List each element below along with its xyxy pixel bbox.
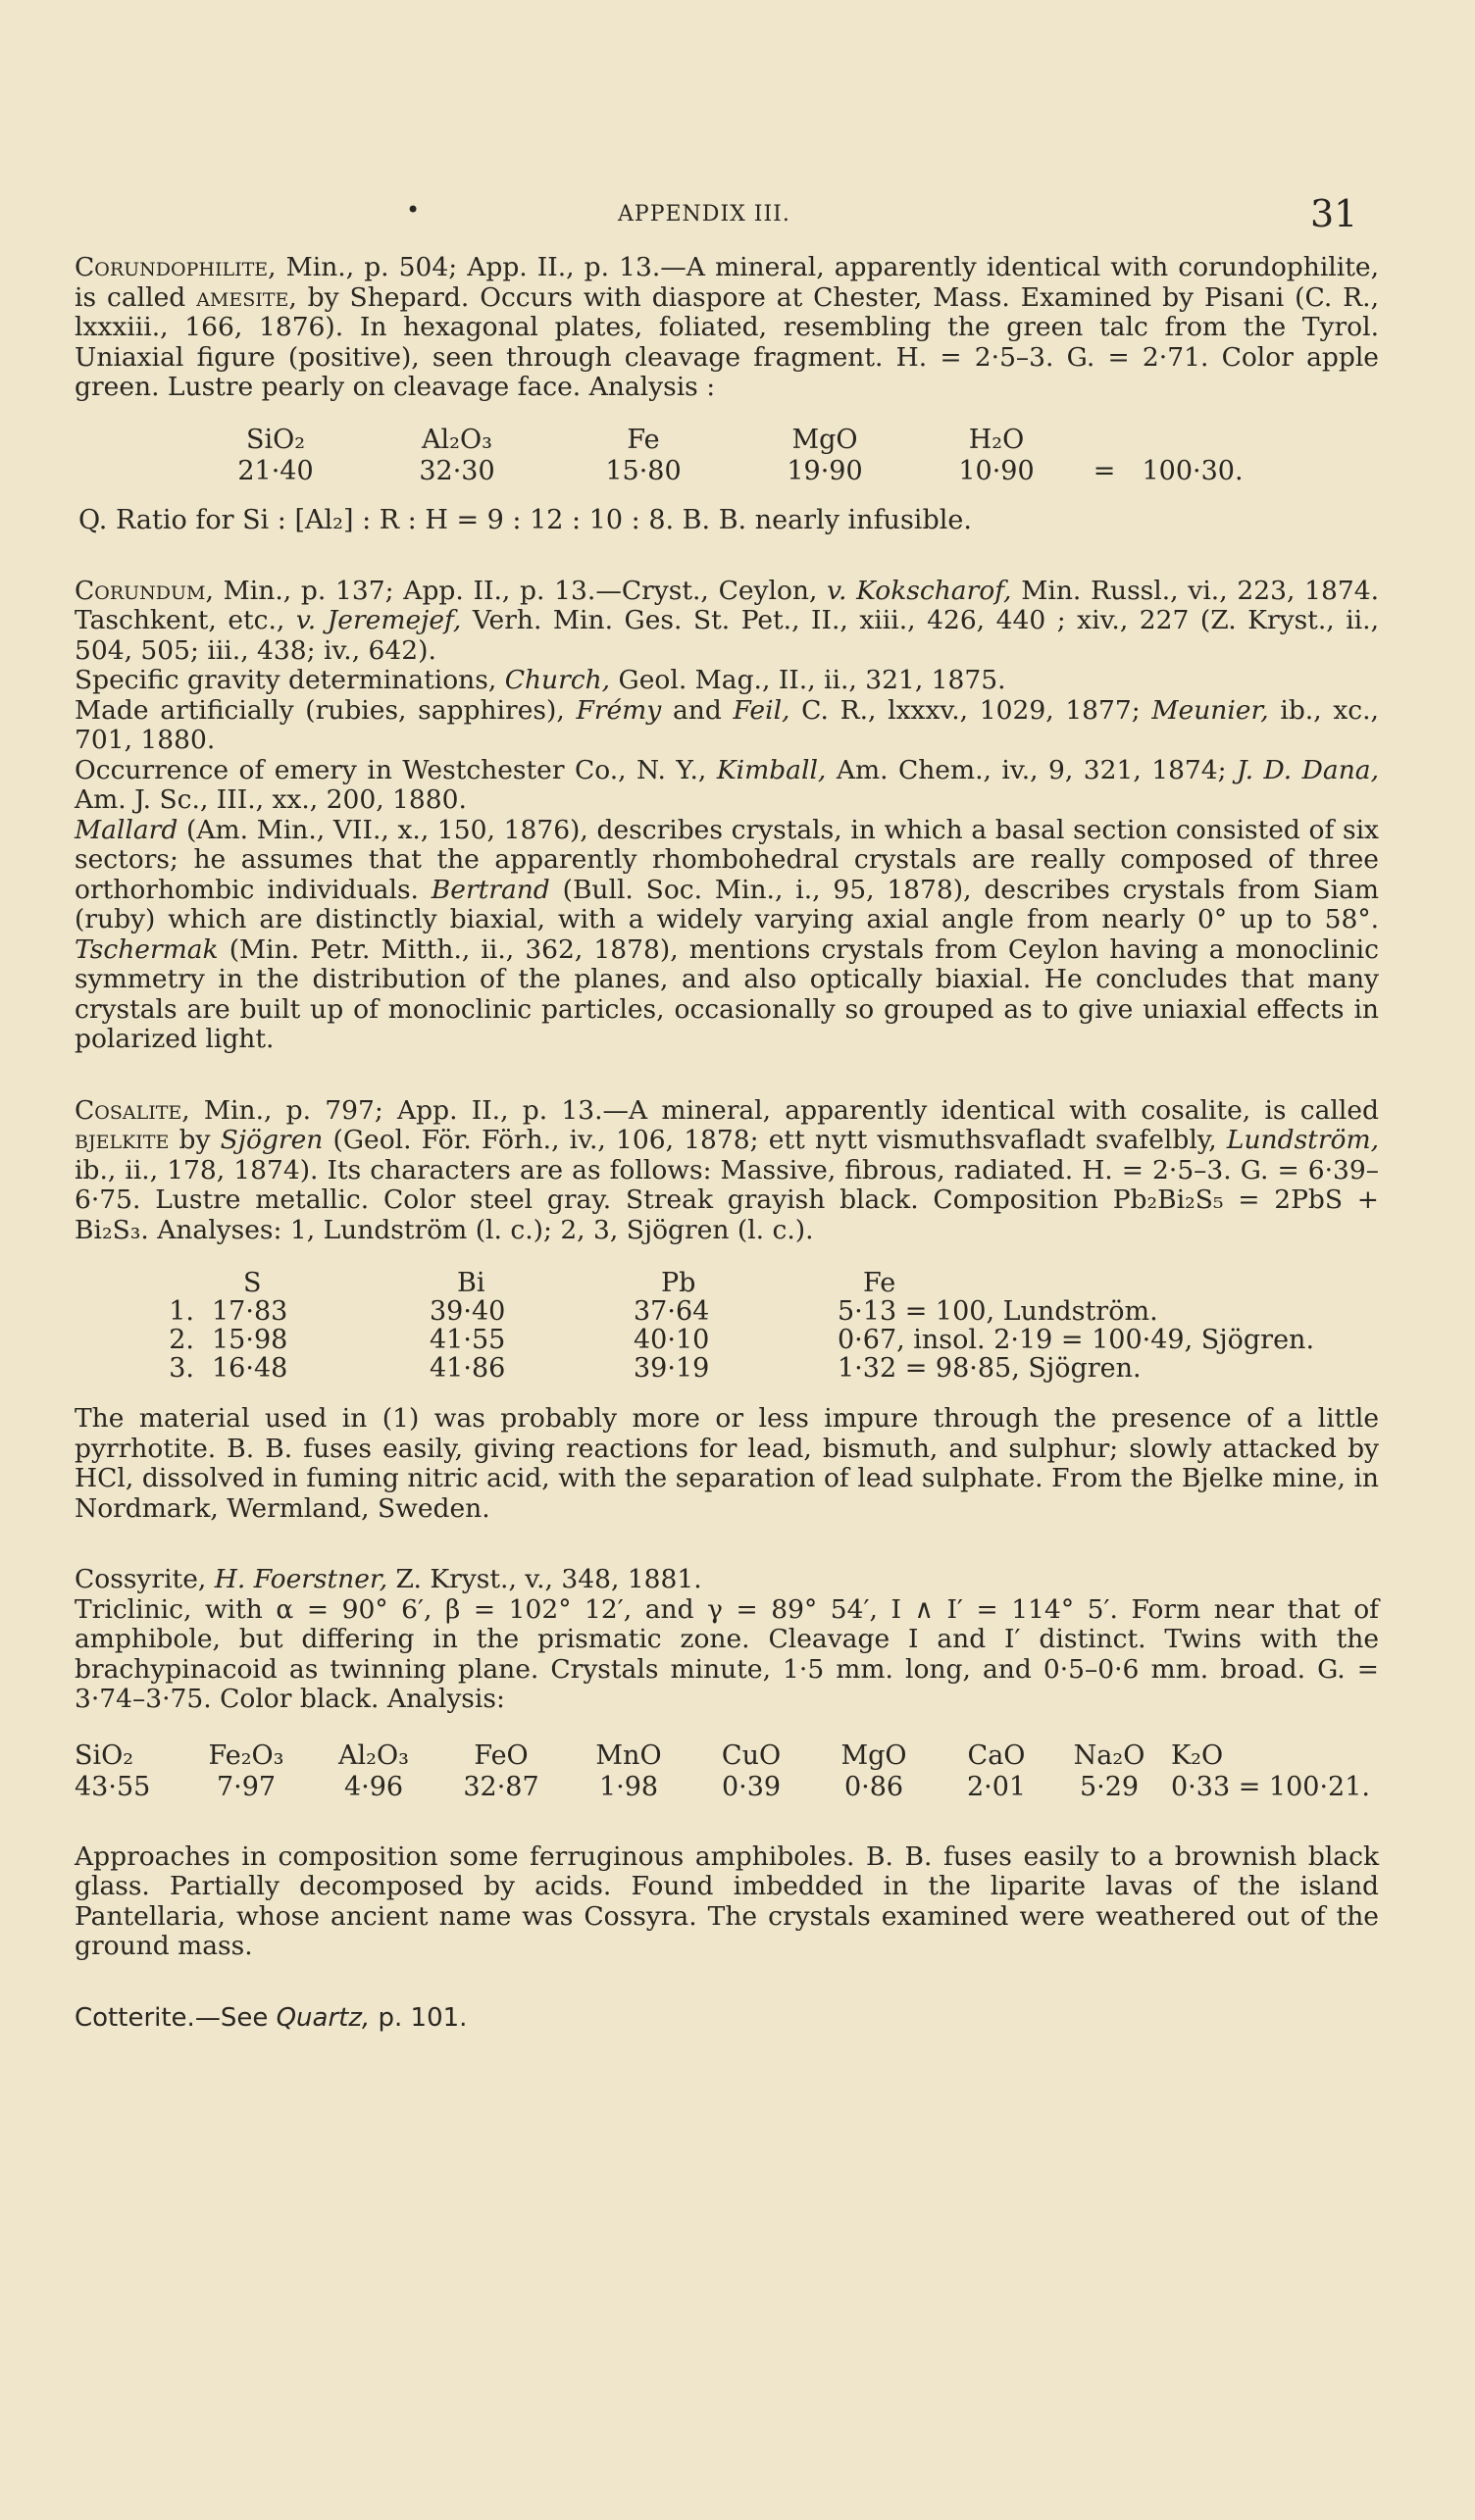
cossyrite-notes: Approaches in composition some ferruginous amphiboles. B. B. fuses easily to a brownish black glass. Partially decomposed by acids. Found imbedded in the liparite lavas of the island Pantellaria, whose ancient name was Cossyra. The crystals examined were weathered out of the ground mass. [75, 1840, 1379, 1961]
cossyrite-heading: Cossyrite, H. Foerstner, Z. Kryst., v., 348, 1881. [75, 1564, 702, 1594]
analysis-header-row: SiO₂ Fe₂O₃ Al₂O₃ FeO MnO CuO MgO CaO Na₂O K₂O [75, 1739, 1224, 1771]
corundophilite-analysis-table [192, 425, 1251, 487]
page-header [0, 192, 1475, 241]
header-ornament: • [406, 196, 421, 224]
entry-name: Corundum [75, 575, 206, 606]
cossyrite-analysis-table [75, 1740, 1377, 1803]
amesite-term: amesite [196, 281, 289, 313]
corundophilite-description: Corundophilite, Min., p. 504; App. II., p. 13.—A mineral, apparently identical with corundophilite, is called amesite, by Shepard. Occurs with diaspore at Chester, Mass. Examined by Pisani (C. R., lxxxiii., 166, 1876). In hexagonal plates, foliated, resembling the green talc from the Tyrol. Uniaxial figure (positive), seen through cleavage fragment. H. = 2·5–3. G. = 2·71. Color apple green. Lustre pearly on cleavage face. Analysis : [75, 252, 1379, 402]
page-number: 31 [1310, 192, 1358, 235]
analysis-row-2: 2. 15·98 41·55 40·10 0·67, insol. 2·19 = 100·49, Sjögren. [169, 1325, 1315, 1355]
entry-name: Corundophilite [75, 252, 269, 282]
corundum-optical-notes: Mallard (Am. Min., VII., x., 150, 1876), describes crystals, in which a basal section consisted of six sectors; he assumes that the apparently rhombohedral crystals are really composed of three orthorhombic individuals. Bertrand (Bull. Soc. Min., i., 95, 1878), describes crystals from Siam (ruby) which are distinctly biaxial, with a widely varying axial angle from nearly 0° up to 58°. Tschermak (Min. Petr. Mitth., ii., 362, 1878), mentions crystals from Ceylon having a monoclinic symmetry in the distribution of the planes, and also optically biaxial. He concludes that many crystals are built up of monoclinic particles, occasionally so grouped as to give uniaxial effects in polarized light. [75, 814, 1380, 1054]
cross-reference: Quartz, [276, 2002, 371, 2033]
corundum-crystallography: Corundum, Min., p. 137; App. II., p. 13.—Cryst., Ceylon, v. Kokscharof, Min. Russl., vi., 223, 1874. Taschkent, etc., v. Jeremejef, Verh. Min. Ges. St. Pet., II., xiii., 426, 440 ; xiv., 227 (Z. Kryst., ii., 504, 505; iii., 438; iv., 642). [75, 575, 1379, 666]
cosalite-description: Cosalite, Min., p. 797; App. II., p. 13.—A mineral, apparently identical with cosalite, is called bjelkite by Sjögren (Geol. För. Förh., iv., 106, 1878; ett nytt vismuthsvafladt svafelbly, Lundström, ib., ii., 178, 1874). Its characters are as follows: Massive, fibrous, radiated. H. = 2·5–3. G. = 6·39–6·75. Lustre metallic. Color steel gray. Streak grayish black. Composition Pb₂Bi₂S₅ = 2PbS + Bi₂S₃. Analyses: 1, Lundström (l. c.); 2, 3, Sjögren (l. c.). [75, 1094, 1379, 1245]
entry-corundum [75, 577, 1379, 1055]
running-title: APPENDIX III. [618, 202, 790, 227]
cossyrite-description: Triclinic, with α = 90° 6′, β = 102° 12′, and γ = 89° 54′, I ∧ I′ = 114° 5′. Form near that of amphibole, but differing in the prismatic zone. Cleavage I and I′ distinct. Twins with the brachypinacoid as twinning plane. Crystals minute, 1·5 mm. long, and 0·5–0·6 mm. broad. G. = 3·74–3·75. Color black. Analysis: [75, 1593, 1379, 1714]
analysis-header-row: SiO₂ Al₂O₃ Fe MgO H₂O [245, 424, 1025, 455]
analysis-header-row: S Bi Pb Fe [243, 1268, 896, 1298]
analysis-row-3: 3. 16·48 41·86 39·19 1·32 = 98·85, Sjögren. [169, 1353, 1142, 1384]
entry-name: Cosalite [75, 1094, 182, 1126]
entry-cosalite [75, 1096, 1379, 1525]
entry-cossyrite [75, 1565, 1379, 1962]
cosalite-notes: The material used in (1) was probably more or less impure through the presence of a little pyrrhotite. B. B. fuses easily, giving reactions for lead, bismuth, and sulphur; slowly attacked by HCl, dissolved in fuming nitric acid, with the separation of lead sulphate. From the Bjelke mine, in Nordmark, Wermland, Sweden. [75, 1403, 1379, 1524]
entry-cotterite: Cotterite.—See Quartz, p. 101. [75, 2002, 468, 2033]
analysis-row-1: 1. 17·83 39·40 37·64 5·13 = 100, Lundström. [169, 1296, 1158, 1327]
ratio-line: Q. Ratio for Si : [Al₂] : R : H = 9 : 12 : 10 : 8. B. B. nearly infusible. [78, 504, 972, 535]
cosalite-analysis-table [133, 1269, 1314, 1383]
entry-name: Cossyrite, [75, 1564, 215, 1594]
corundum-emery-occurrence: Occurrence of emery in Westchester Co., N. Y., Kimball, Am. Chem., iv., 9, 321, 1874; J. D. Dana, Am. J. Sc., III., xx., 200, 1880. [75, 754, 1380, 815]
page-content [75, 253, 1379, 2033]
analysis-value-row: 21·40 32·30 15·80 19·90 10·90 = 100·30. [237, 455, 1244, 486]
corundum-specific-gravity: Specific gravity determinations, Church, Geol. Mag., II., ii., 321, 1875. [75, 665, 1006, 695]
bjelkite-term: bjelkite [75, 1125, 170, 1155]
analysis-value-row: 43·55 7·97 4·96 32·87 1·98 0·39 0·86 2·01 5·29 0·33 = 100·21. [75, 1771, 1370, 1802]
corundum-artificial: Made artificially (rubies, sapphires), Frémy and Feil, C. R., lxxxv., 1029, 1877; Meunier, ib., xc., 701, 1880. [75, 694, 1379, 755]
entry-corundophilite [75, 253, 1379, 535]
